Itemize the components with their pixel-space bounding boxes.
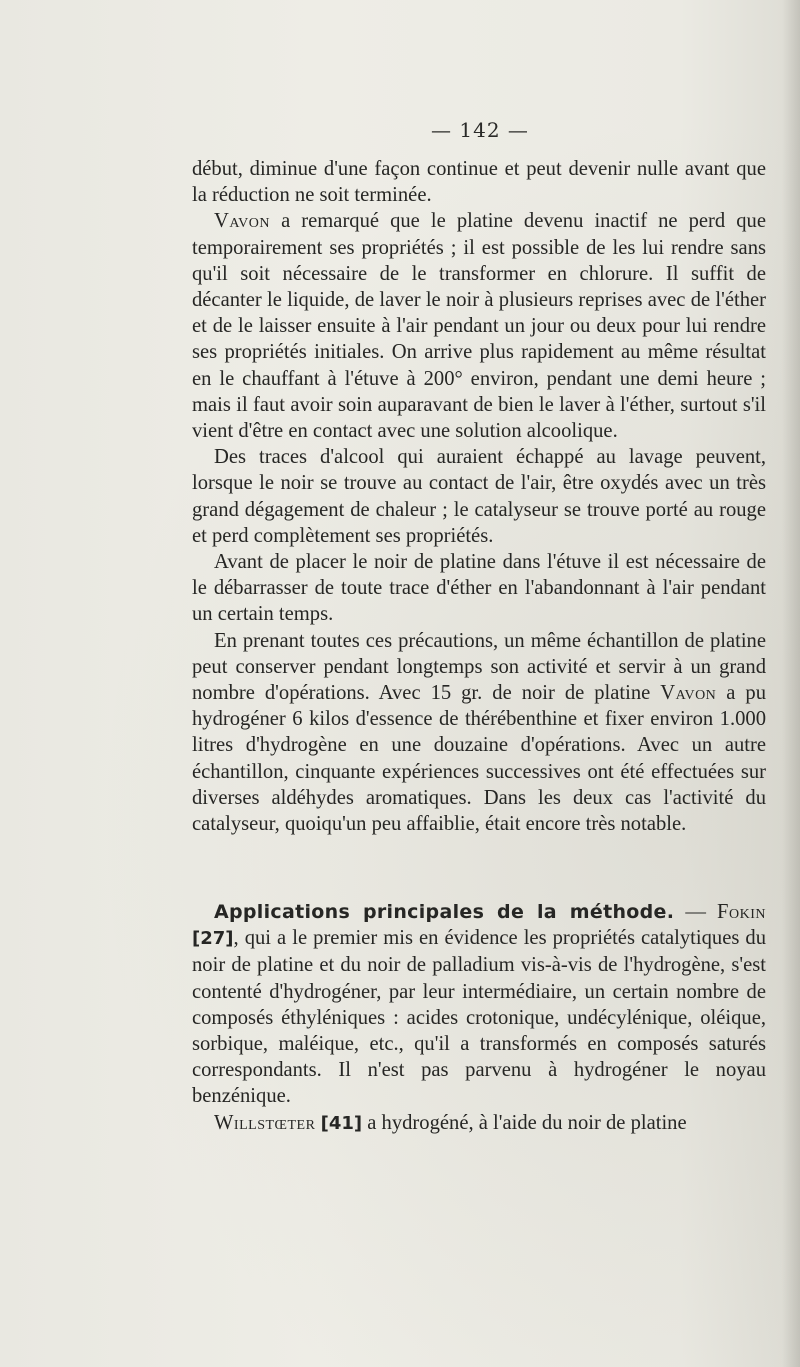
paragraph-1: début, diminue d'une façon continue et peut devenir nulle avant que la réduction ne soit terminée. [192,158,766,207]
page-edge-shadow [782,0,800,1367]
page-number: — 142 — [431,118,529,142]
section-title: Applications principales de la méthode. [214,901,675,923]
last-paragraph-text: a hydrogéné, à l'aide du noir de platine [362,1111,687,1134]
author-name: Vavon [660,682,717,705]
section-dash: — [674,901,718,923]
paragraph-2-text: a remarqué que le platine devenu inactif ne perd que temporairement ses propriétés ; il est possible de les lui rendre sans qu'il soit nécessaire de le transformer en chlorure. Il suffit de décanter le liquide, de laver le noir à plusieurs reprises avec de l'éther et de le laisser ensuite à l'air pendant un jour ou deux pour lui rendre ses propriétés initiales. On arrive plus rapidement au même résultat en le chauffant à l'étuve à 200° environ, pendant une demi heure ; mais il faut avoir soin auparavant de bien le laver à l'éther, surtout s'il vient d'être en contact avec une solution alcoolique. [192,210,766,443]
paragraph-2 [192,208,766,444]
section-text: , qui a le premier mis en évidence les propriétés catalytiques du noir de platine et du noir de palladium vis-à-vis de l'hydrogène, s'est contenté d'hydrogéner, par leur intermédiaire, un certain nombre de composés éthyléniques : acides crotonique, undécylénique, oléique, sorbique, maléique, etc., qu'il a transformés en composés saturés correspondants. Il n'est pas parvenu à hydrogéner le noyau benzénique. [192,927,766,1108]
paragraph-4: Avant de placer le noir de platine dans l'étuve il est nécessaire de le débarrasser de toute trace d'éther en l'abandonnant à l'air pendant un certain temps. [192,551,766,626]
author-name: Fokin [717,901,766,923]
author-name: Vavon [214,210,271,233]
body-text [192,156,766,837]
author-name: Willstœter [214,1111,316,1134]
reference: [27] [192,928,234,950]
paragraph-5-text-before: En prenant toutes ces précautions, un même échantillon de platine peut conserver pendant longtemps son activité et servir à un grand nombre d'opérations. Avec 15 gr. de noir de platine [192,629,766,705]
paragraph-5 [192,628,766,838]
section-paragraph [192,899,766,1110]
section-applications [192,899,766,1137]
last-paragraph [192,1110,766,1137]
paragraph-3: Des traces d'alcool qui auraient échappé au lavage peuvent, lorsque le noir se trouve au contact de l'air, être oxydés avec un très grand dégagement de chaleur ; le catalyseur se trouve porté au rouge et perd complètement ses propriétés. [192,446,766,547]
reference: [41] [320,1112,363,1134]
paragraph-5-text-after: a pu hydrogéner 6 kilos d'essence de thérébenthine et fixer environ 1.000 litres d'hydrogène en une douzaine d'opérations. Avec un autre échantillon, cinquante expériences successives ont été effectuées sur diverses aldéhydes aromatiques. Dans les deux cas l'activité du catalyseur, quoiqu'un peu affaiblie, était encore très notable. [192,682,766,836]
